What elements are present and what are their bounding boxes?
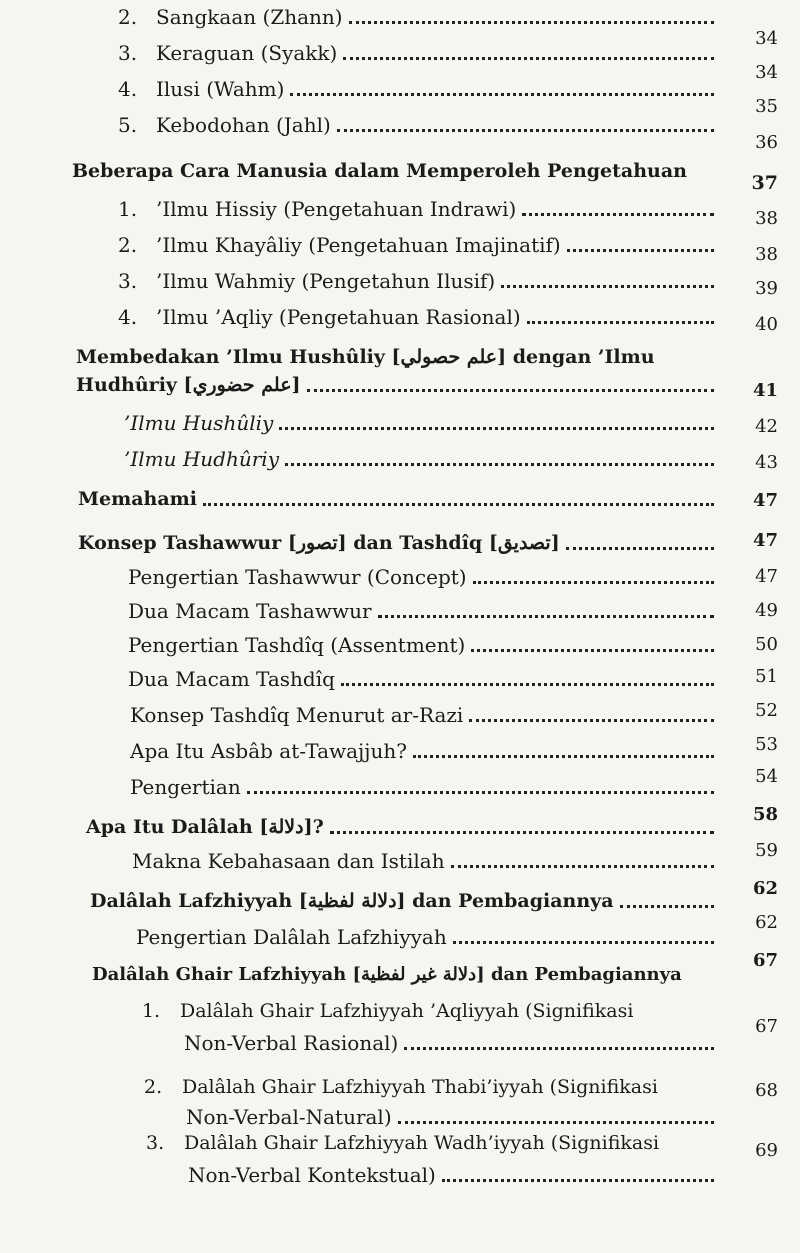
toc-entry-number: 4.	[118, 77, 138, 101]
toc-entry	[130, 702, 720, 728]
dot-leader	[522, 213, 714, 216]
toc-entry-page: 34	[755, 28, 778, 49]
toc-entry-number: 5.	[118, 113, 138, 137]
toc-entry-page: 53	[755, 734, 778, 755]
toc-entry	[118, 112, 720, 138]
dot-leader	[378, 615, 714, 618]
toc-entry-title-line2: Non-Verbal Rasional)	[184, 1031, 399, 1055]
toc-entry	[128, 666, 720, 692]
toc-entry-page: 42	[755, 416, 778, 437]
toc-entry	[118, 40, 720, 66]
toc-entry-page: 38	[755, 244, 778, 265]
toc-entry	[118, 4, 720, 30]
dot-leader	[343, 57, 714, 60]
dot-leader	[413, 755, 714, 758]
toc-entry-title: Kebodohan (Jahl)	[156, 113, 331, 137]
toc-entry-title: Konsep Tashdîq Menurut ar-Razi	[130, 703, 464, 727]
dot-leader	[567, 249, 714, 252]
toc-entry-page: 41	[752, 380, 778, 401]
toc-entry-title: Pengertian Tashdîq (Assentment)	[128, 633, 466, 657]
toc-entry-page: 62	[752, 878, 778, 899]
toc-section-heading	[78, 530, 720, 556]
toc-entry	[118, 196, 720, 222]
toc-entry	[118, 232, 720, 258]
toc-entry-page: 52	[755, 700, 778, 721]
toc-entry-page: 47	[755, 566, 778, 587]
toc-entry-page: 39	[755, 278, 778, 299]
toc-entry	[128, 598, 720, 624]
dot-leader	[341, 683, 714, 686]
toc-entry-title: Memahami	[78, 488, 197, 510]
toc-entry-title: Apa Itu Dalâlah [دلالة]?	[86, 816, 324, 838]
toc-entry-title-line1: Dalâlah Ghair Lafzhiyyah Wadh’iyyah (Signifikasi	[184, 1132, 660, 1154]
toc-section-heading	[90, 888, 720, 914]
toc-section-heading	[72, 158, 720, 184]
toc-entry-page: 37	[751, 172, 778, 194]
toc-entry	[130, 738, 720, 764]
toc-entry-page: 67	[755, 1016, 778, 1037]
toc-entry-page: 35	[755, 96, 778, 117]
toc-entry-page: 68	[755, 1080, 778, 1101]
toc-entry-title: ’Ilmu Khayâliy (Pengetahuan Imajinatif)	[156, 233, 561, 257]
toc-entry-title: Dua Macam Tashawwur	[128, 599, 372, 623]
toc-entry-title-line1: Membedakan ’Ilmu Hushûliy [علم حصولي] dengan ’Ilmu	[76, 346, 655, 368]
toc-entry-title: ’Ilmu Hudhûriy	[124, 447, 279, 471]
toc-entry-page: 67	[752, 950, 778, 971]
dot-leader	[307, 389, 714, 392]
toc-entry-page: 51	[755, 666, 778, 687]
toc-entry-line2	[186, 1104, 720, 1130]
dot-leader	[471, 649, 714, 652]
dot-leader	[473, 581, 714, 584]
toc-entry-title: ’Ilmu ’Aqliy (Pengetahuan Rasional)	[156, 305, 521, 329]
toc-entry-title: Makna Kebahasaan dan Istilah	[132, 849, 445, 873]
toc-entry-number: 1.	[118, 197, 138, 221]
toc-entry-page: 59	[755, 840, 778, 861]
toc-section-heading	[86, 814, 720, 840]
toc-entry-title: Dua Macam Tashdîq	[128, 667, 335, 691]
dot-leader	[404, 1047, 714, 1050]
toc-entry-line2	[184, 1030, 720, 1056]
toc-entry-page: 69	[755, 1140, 778, 1161]
toc-entry-page: 36	[755, 132, 778, 153]
toc-entry-title: Keraguan (Syakk)	[156, 41, 338, 65]
toc-entry-line2	[188, 1162, 720, 1188]
toc-entry-title: ’Ilmu Hissiy (Pengetahuan Indrawi)	[156, 197, 517, 221]
toc-entry-title: Dalâlah Ghair Lafzhiyyah [دلالة غير لفظية] dan Pembagiannya	[92, 964, 682, 985]
toc-entry	[124, 446, 720, 472]
toc-entry-number: 2.	[144, 1076, 163, 1098]
toc-section-heading	[92, 962, 720, 988]
toc-entry-page: 34	[755, 62, 778, 83]
toc-entry	[130, 774, 720, 800]
toc-entry-title: Beberapa Cara Manusia dalam Memperoleh Pengetahuan	[72, 160, 687, 182]
toc-entry-page: 62	[755, 912, 778, 933]
toc-entry-title: Konsep Tashawwur [تصور] dan Tashdîq [تصديق]	[78, 532, 560, 554]
toc-entry-number: 2.	[118, 5, 138, 29]
toc-entry-number: 2.	[118, 233, 138, 257]
dot-leader	[566, 547, 714, 550]
toc-entry	[128, 632, 720, 658]
toc-entry-title-line1: Dalâlah Ghair Lafzhiyyah ’Aqliyyah (Signifikasi	[180, 1000, 634, 1022]
dot-leader	[330, 831, 714, 834]
toc-entry	[142, 998, 633, 1024]
toc-entry-title: Sangkaan (Zhann)	[156, 5, 343, 29]
toc-entry-title-line2: Non-Verbal Kontekstual)	[188, 1163, 436, 1187]
toc-entry	[136, 924, 720, 950]
toc-entry	[118, 268, 720, 294]
toc-entry-title: ’Ilmu Hushûliy	[124, 411, 274, 435]
toc-entry-title: Pengertian Tashawwur (Concept)	[128, 565, 467, 589]
dot-leader	[620, 905, 714, 908]
dot-leader	[279, 427, 714, 430]
toc-entry-page: 40	[755, 314, 778, 335]
toc-entry	[118, 76, 720, 102]
toc-entry	[124, 410, 720, 436]
toc-entry-page: 49	[755, 600, 778, 621]
dot-leader	[349, 21, 714, 24]
dot-leader	[285, 463, 714, 466]
toc-entry-title: Pengertian Dalâlah Lafzhiyyah	[136, 925, 447, 949]
toc-entry-number: 3.	[118, 269, 138, 293]
toc-section-heading-line2	[76, 372, 720, 398]
dot-leader	[442, 1179, 714, 1182]
toc-section-heading	[76, 344, 655, 370]
toc-entry-page: 50	[755, 634, 778, 655]
toc-entry	[132, 848, 720, 874]
dot-leader	[203, 503, 714, 506]
toc-entry-number: 1.	[142, 1000, 161, 1022]
toc-entry-title: Pengertian	[130, 775, 241, 799]
toc-entry-page: 43	[755, 452, 778, 473]
toc-entry-number: 4.	[118, 305, 138, 329]
toc-entry-page: 47	[752, 530, 778, 551]
dot-leader	[527, 321, 714, 324]
toc-entry	[144, 1074, 658, 1100]
toc-entry	[146, 1130, 659, 1156]
dot-leader	[290, 93, 714, 96]
toc-entry-page: 54	[755, 766, 778, 787]
toc-section-heading	[78, 486, 720, 512]
toc-entry-page: 47	[752, 490, 778, 511]
toc-entry-page: 58	[752, 804, 778, 825]
toc-entry-title: Ilusi (Wahm)	[156, 77, 285, 101]
dot-leader	[469, 719, 714, 722]
toc-entry-title-line2: Hudhûriy [علم حضوري]	[76, 374, 301, 396]
dot-leader	[247, 791, 714, 794]
toc-entry	[128, 564, 720, 590]
toc-entry-title: Dalâlah Lafzhiyyah [دلالة لفظية] dan Pembagiannya	[90, 890, 614, 912]
toc-entry-page: 38	[755, 208, 778, 229]
toc-entry-number: 3.	[118, 41, 138, 65]
dot-leader	[398, 1121, 714, 1124]
dot-leader	[451, 865, 714, 868]
toc-entry-title: ’Ilmu Wahmiy (Pengetahun Ilusif)	[156, 269, 496, 293]
toc-entry-title: Apa Itu Asbâb at-Tawajjuh?	[130, 739, 407, 763]
dot-leader	[501, 285, 714, 288]
toc-entry-title-line1: Dalâlah Ghair Lafzhiyyah Thabi’iyyah (Signifikasi	[182, 1076, 658, 1098]
toc-entry-title-line2: Non-Verbal-Natural)	[186, 1105, 392, 1129]
toc-entry-number: 3.	[146, 1132, 165, 1154]
toc-entry	[118, 304, 720, 330]
dot-leader	[453, 941, 714, 944]
dot-leader	[337, 129, 714, 132]
